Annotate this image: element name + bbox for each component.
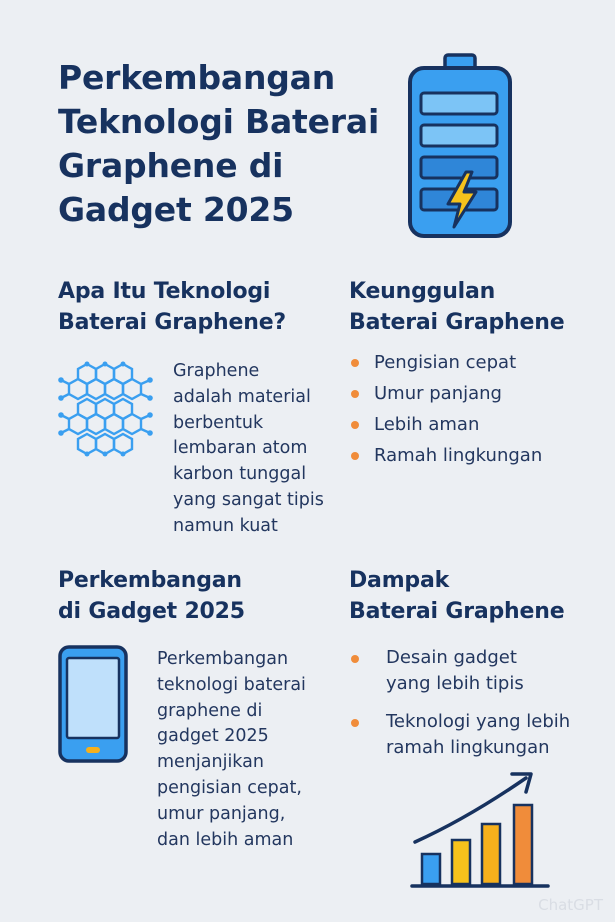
bullet-dot: [351, 719, 359, 727]
bullet-dot: [351, 359, 359, 367]
bullet-dot: [351, 390, 359, 398]
development-description: Perkembangan teknologi baterai graphene di gadget 2025 menjanjikan pengisian cepat, umur panjang, dan lebih aman: [157, 649, 306, 850]
list-item: Lebih aman: [350, 413, 542, 444]
list-item: Ramah lingkungan: [350, 444, 542, 475]
advantages-list: [350, 351, 542, 475]
section-heading-impact: Dampak Baterai Graphene: [349, 568, 565, 624]
title-line: Teknologi Baterai: [58, 102, 380, 141]
title-line: Perkembangan: [58, 58, 336, 97]
list-item: Desain gadget yang lebih tipis: [350, 645, 570, 697]
section-heading-what: Apa Itu Teknologi Baterai Graphene?: [58, 279, 286, 335]
graphene-definition: Graphene adalah material berbentuk lembaran atom karbon tunggal yang sangat tipis namun kuat: [173, 361, 324, 536]
section-heading-development: Perkembangan di Gadget 2025: [58, 568, 245, 624]
page-title: [58, 56, 388, 232]
battery-charging-icon: [404, 52, 516, 240]
impact-list: [350, 645, 570, 773]
list-item: Umur panjang: [350, 382, 542, 413]
section-heading-advantages: Keunggulan Baterai Graphene: [349, 279, 565, 335]
graphene-lattice-icon: [58, 358, 158, 458]
list-item: Pengisian cepat: [350, 351, 542, 382]
bullet-dot: [351, 421, 359, 429]
title-line: Gadget 2025: [58, 190, 294, 229]
bullet-dot: [351, 655, 359, 663]
watermark: ChatGPT: [538, 896, 603, 914]
bar-growth-icon: [408, 768, 550, 890]
title-line: Graphene di: [58, 146, 284, 185]
smartphone-icon: [57, 644, 129, 764]
list-item: Teknologi yang lebih ramah lingkungan: [350, 709, 570, 761]
bullet-dot: [351, 452, 359, 460]
